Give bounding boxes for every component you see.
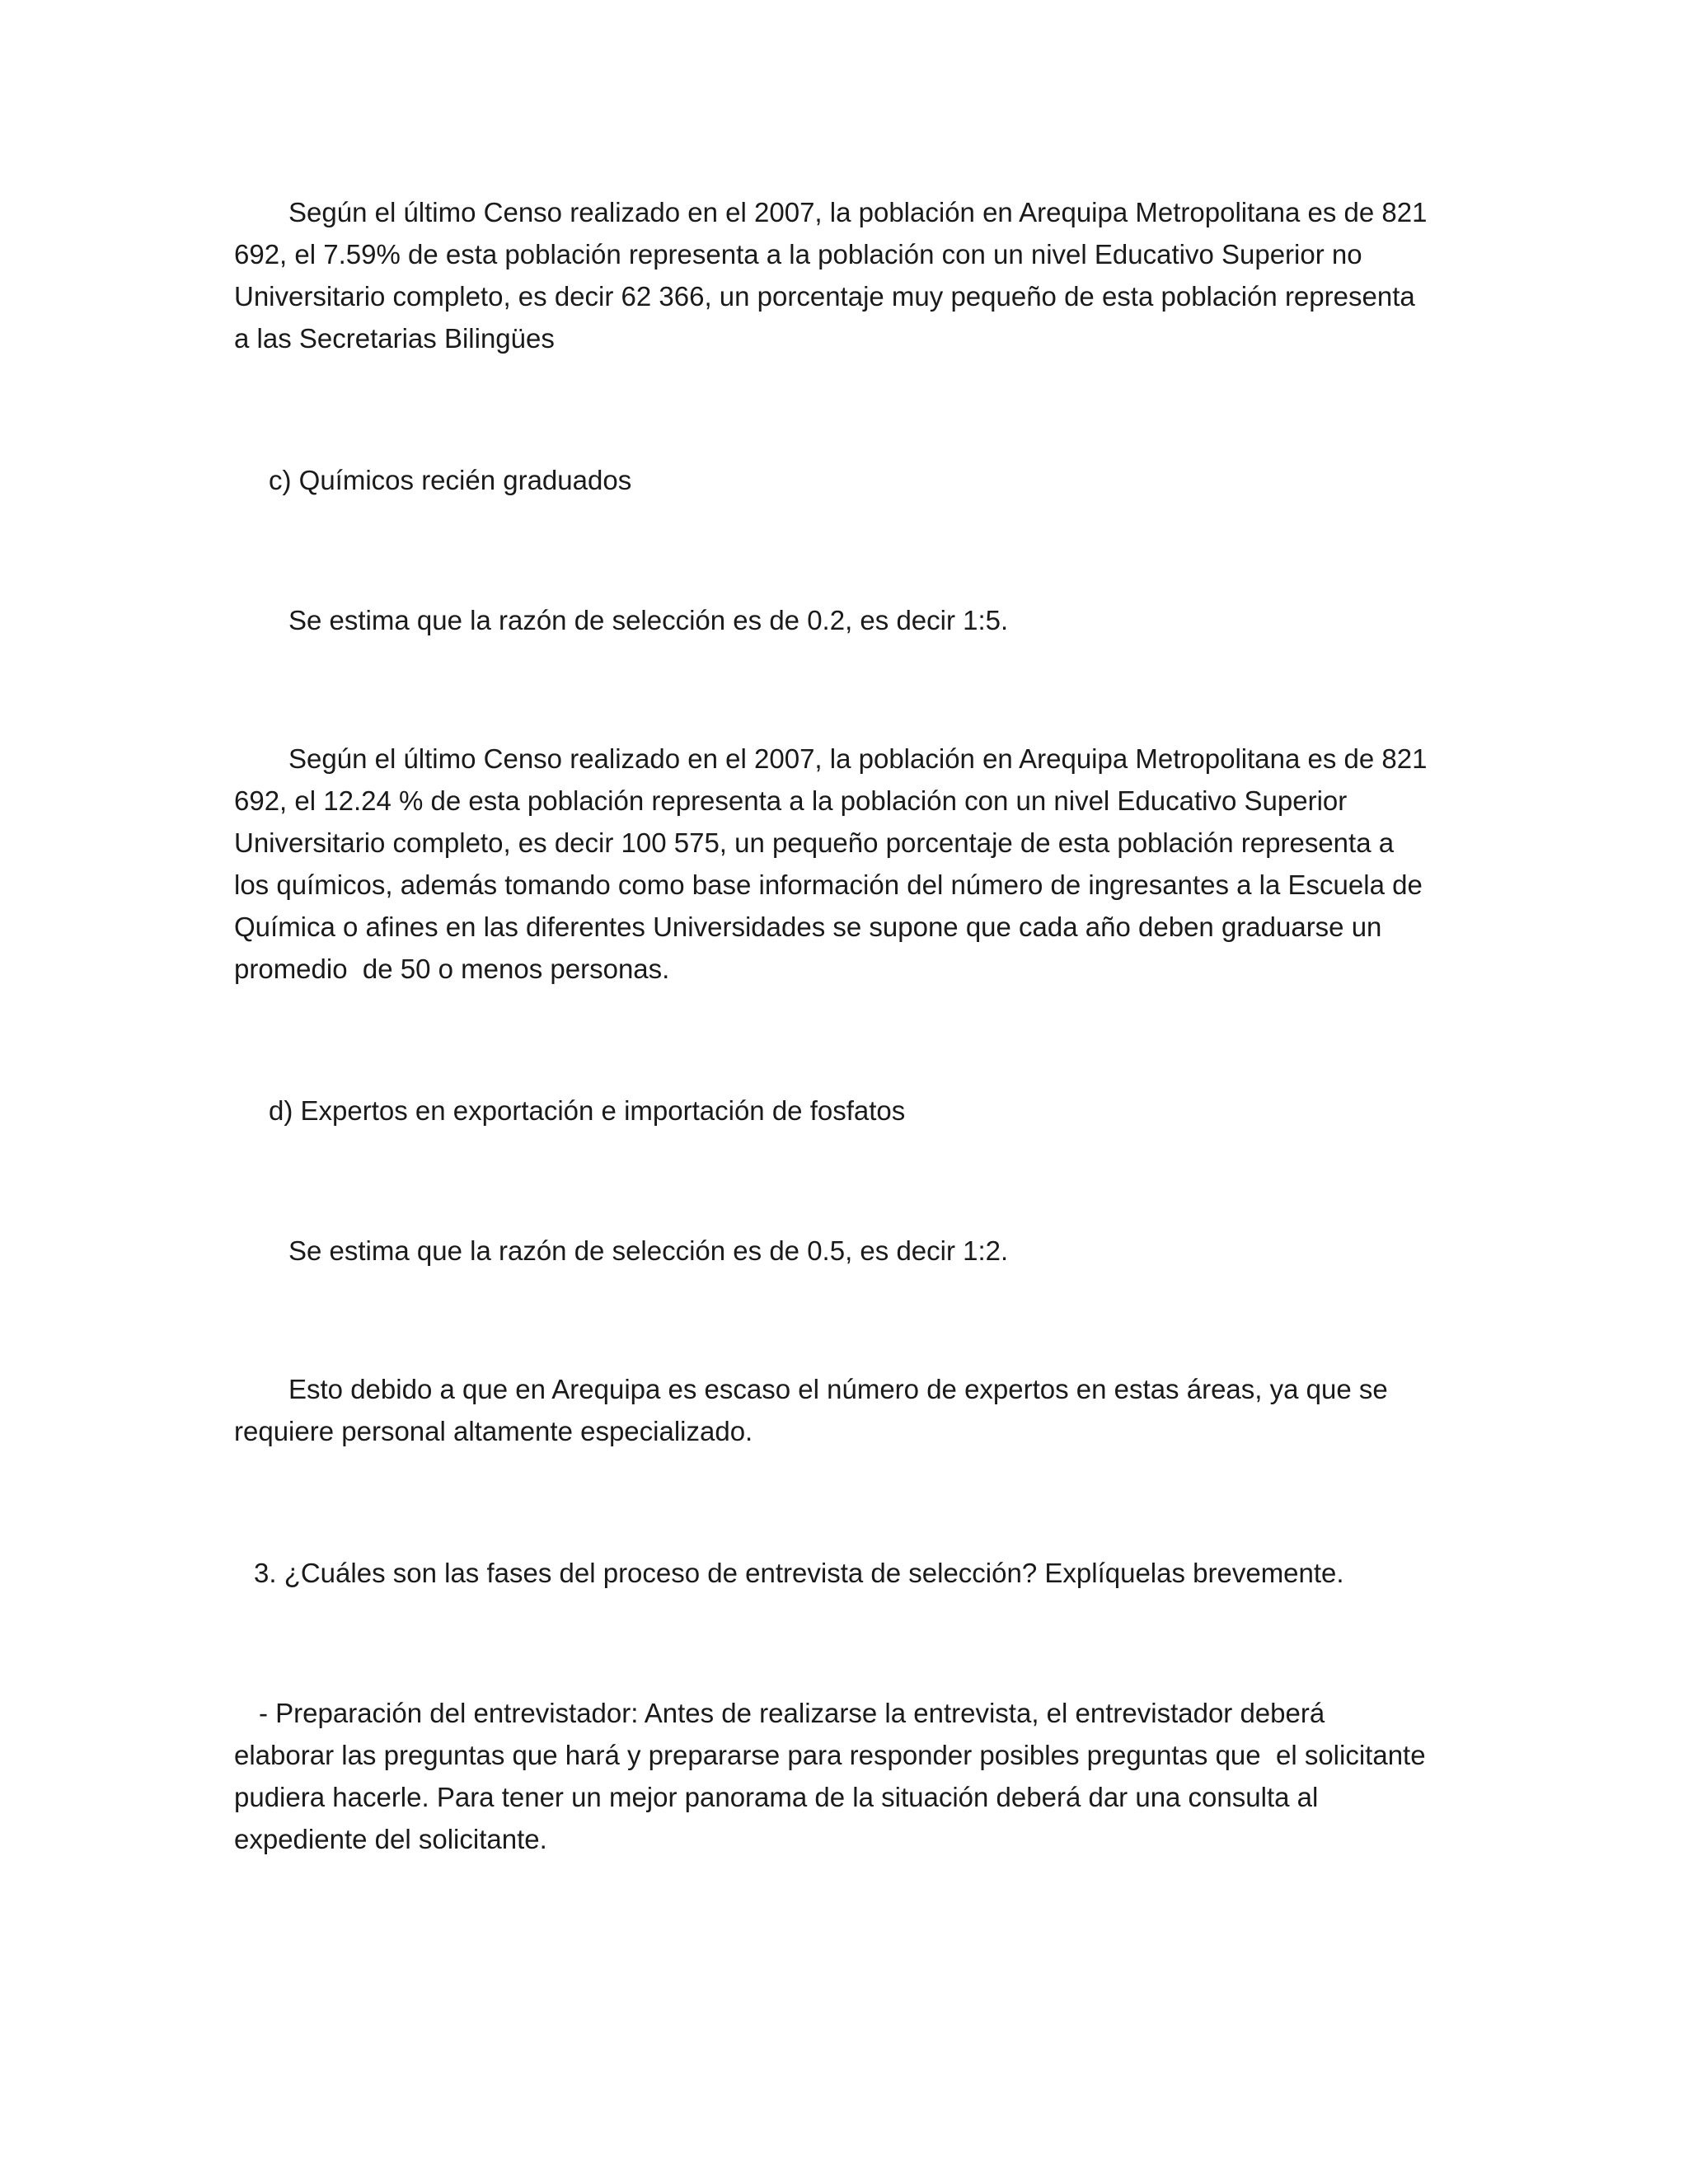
text-line: Universitario completo, es decir 62 366, un porcentaje muy pequeño de esta población representa [234,281,1415,312]
text-line: los químicos, además tomando como base información del número de ingresantes a la Escuela de [234,869,1423,900]
text-line: 692, el 7.59% de esta población representa a la población con un nivel Educativo Superior no [234,239,1362,269]
paragraph-census-secretaries [234,191,1462,359]
heading-item-d [269,1090,1497,1132]
paragraph-ratio-c [234,599,1462,641]
paragraph-experts-reason [234,1368,1462,1452]
text-line: elaborar las preguntas que hará y prepararse para responder posibles preguntas que el solicitante [234,1740,1426,1770]
paragraph-interviewer-preparation [234,1692,1462,1860]
text-line: 692, el 12.24 % de esta población representa a la población con un nivel Educativo Superior [234,785,1348,816]
question-3 [254,1552,1482,1594]
heading-text: d) Expertos en exportación e importación de fosfatos [269,1095,906,1126]
paragraph-ratio-d [234,1230,1462,1272]
text-line: Se estima que la razón de selección es de 0.2, es decir 1:5. [288,605,1009,635]
text-line: Esto debido a que en Arequipa es escaso el número de expertos en estas áreas, ya que se [288,1374,1388,1404]
text-line: Universitario completo, es decir 100 575, un pequeño porcentaje de esta población representa a [234,827,1395,858]
paragraph-census-chemists [234,738,1462,990]
text-line: Química o afines en las diferentes Universidades se supone que cada año deben graduarse un [234,912,1382,942]
text-line: pudiera hacerle. Para tener un mejor panorama de la situación deberá dar una consulta al [234,1782,1319,1812]
text-line: Se estima que la razón de selección es de 0.5, es decir 1:2. [288,1235,1009,1266]
text-line: expediente del solicitante. [234,1824,547,1854]
heading-text: c) Químicos recién graduados [269,465,632,495]
heading-item-c [269,459,1497,501]
text-line: requiere personal altamente especializado. [234,1416,753,1446]
text-line: Según el último Censo realizado en el 2007, la población en Arequipa Metropolitana es de 821 [288,197,1428,227]
text-line: - Preparación del entrevistador: Antes de realizarse la entrevista, el entrevistador deberá [259,1698,1325,1728]
text-line: a las Secretarias Bilingües [234,323,555,354]
question-text: 3. ¿Cuáles son las fases del proceso de entrevista de selección? Explíquelas brevemente. [254,1558,1344,1588]
text-line: promedio de 50 o menos personas. [234,954,670,984]
text-line: Según el último Censo realizado en el 2007, la población en Arequipa Metropolitana es de 821 [288,743,1428,774]
